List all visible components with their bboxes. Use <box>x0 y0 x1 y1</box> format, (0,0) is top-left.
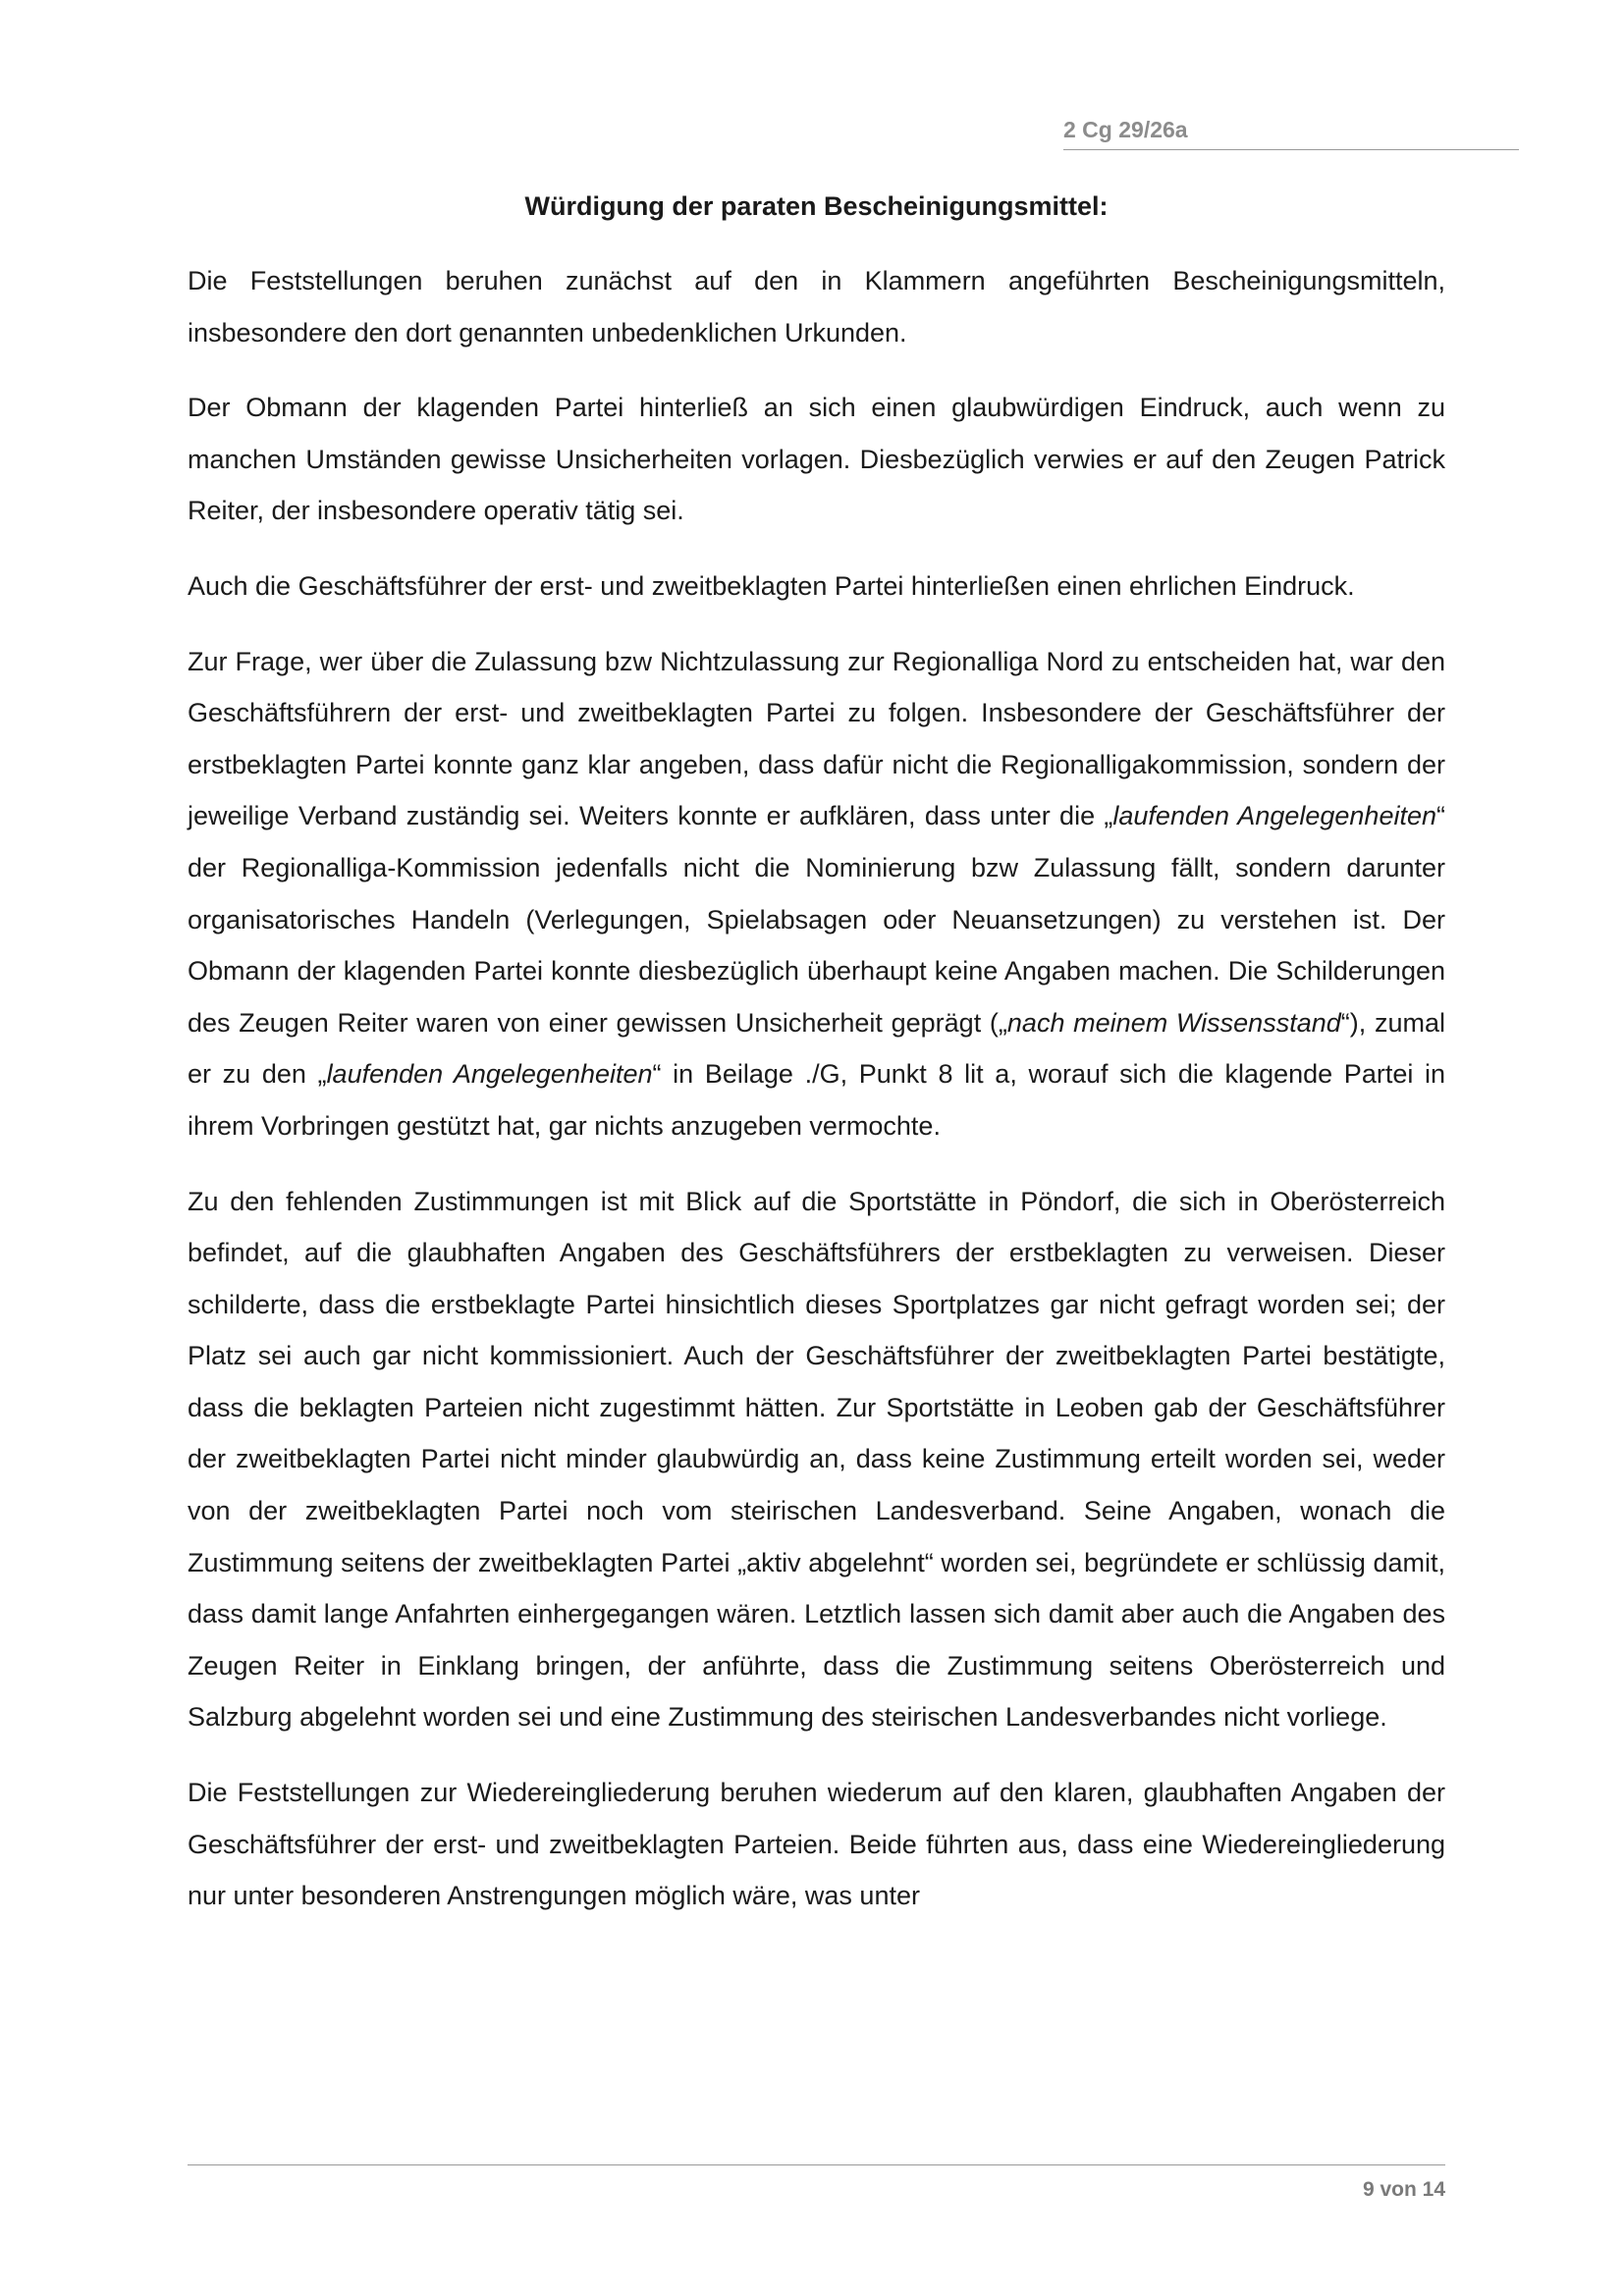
section-title: Würdigung der paraten Bescheinigungsmittel: <box>524 191 1109 221</box>
paragraph-4-text-1: Zur Frage, wer über die Zulassung bzw Nichtzulassung zur Regionalliga Nord zu entscheiden hat, war den Geschäftsführern der erst- und zweitbeklagten Partei zu folgen. Insbesondere der Geschäftsführer der erstbeklagten Partei konnte ganz klar angeben, dass dafür nicht die Regionalligakommission, sondern der jeweilige Verband zuständig sei. Weiters konnte er aufklären, dass unter die „ <box>188 646 1445 831</box>
paragraph-4 <box>188 636 1445 1152</box>
page-number: 9 von 14 <box>1362 2178 1445 2201</box>
case-number: 2 Cg 29/26a <box>1063 117 1188 142</box>
paragraph-6: Die Feststellungen zur Wiedereingliederung beruhen wiederum auf den klaren, glaubhaften Angaben der Geschäftsführer der erst- und zweitbeklagten Parteien. Beide führten aus, dass eine Wiedereingliederung nur unter besonderen Anstrengungen möglich wäre, was unter <box>188 1778 1445 1911</box>
paragraph-2: Der Obmann der klagenden Partei hinterließ an sich einen glaubwürdigen Eindruck, auch wenn zu manchen Umständen gewisse Unsicherheiten vorlagen. Diesbezüglich verwies er auf den Zeugen Patrick Reiter, der insbesondere operativ tätig sei. <box>188 393 1445 526</box>
paragraph-4-text-4: “ in Beilage ./G, Punkt 8 lit a, worauf sich die klagende Partei in ihrem Vorbringen gestützt hat, gar nichts anzugeben vermochte. <box>188 1059 1446 1141</box>
paragraph-5: Zu den fehlenden Zustimmungen ist mit Blick auf die Sportstätte in Pöndorf, die sich in Oberösterreich befindet, auf die glaubhaften Angaben des Geschäftsführers der erstbeklagten zu verweisen. Dieser schilderte, dass die erstbeklagte Partei hinsichtlich dieses Sportplatzes gar nicht gefragt worden sei; der Platz sei auch gar nicht kommissioniert. Auch der Geschäftsführer der zweitbeklagten Partei bestätigte, dass die beklagten Parteien nicht zugestimmt hätten. Zur Sportstätte in Leoben gab der Geschäftsführer der zweitbeklagten Partei nicht minder glaubwürdig an, dass keine Zustimmung erteilt worden sei, weder von der zweitbeklagten Partei noch vom steirischen Landesverband. Seine Angaben, wonach die Zustimmung seitens der zweitbeklagten Partei „aktiv abgelehnt“ worden sei, begründete er schlüssig damit, dass damit lange Anfahrten einhergegangen wären. Letztlich lassen sich damit aber auch die Angaben des Zeugen Reiter in Einklang bringen, der anführte, dass die Zustimmung seitens Oberösterreich und Salzburg abgelehnt worden sei und eine Zustimmung des steirischen Landesverbandes nicht vorliege. <box>188 1186 1445 1733</box>
paragraph-1: Die Feststellungen beruhen zunächst auf den in Klammern angeführten Bescheinigungsmitteln, insbesondere den dort genannten unbedenklichen Urkunden. <box>188 266 1445 347</box>
page-header <box>1063 116 1519 150</box>
paragraph-4-text-3: “), zumal er zu den „ <box>188 1007 1445 1090</box>
paragraph-4-italic-1: laufenden Angelegenheiten <box>1112 801 1436 831</box>
paragraph-4-italic-2: nach meinem Wissensstand <box>1006 1007 1341 1038</box>
paragraph-4-italic-3: laufenden Angelegenheiten <box>326 1059 653 1090</box>
footer-divider <box>188 2164 1445 2165</box>
document-body <box>188 187 1445 1946</box>
paragraph-3: Auch die Geschäftsführer der erst- und zweitbeklagten Partei hinterließen einen ehrlichen Eindruck. <box>188 570 1355 601</box>
paragraph-4-text-2: “ der Regionalliga-Kommission jedenfalls nicht die Nominierung bzw Zulassung fällt, sondern darunter organisatorisches Handeln (Verlegungen, Spielabsagen oder Neuansetzungen) zu verstehen ist. Der Obmann der klagenden Partei konnte diesbezüglich überhaupt keine Angaben machen. Die Schilderungen des Zeugen Reiter waren von einer gewissen Unsicherheit geprägt („ <box>188 801 1445 1038</box>
